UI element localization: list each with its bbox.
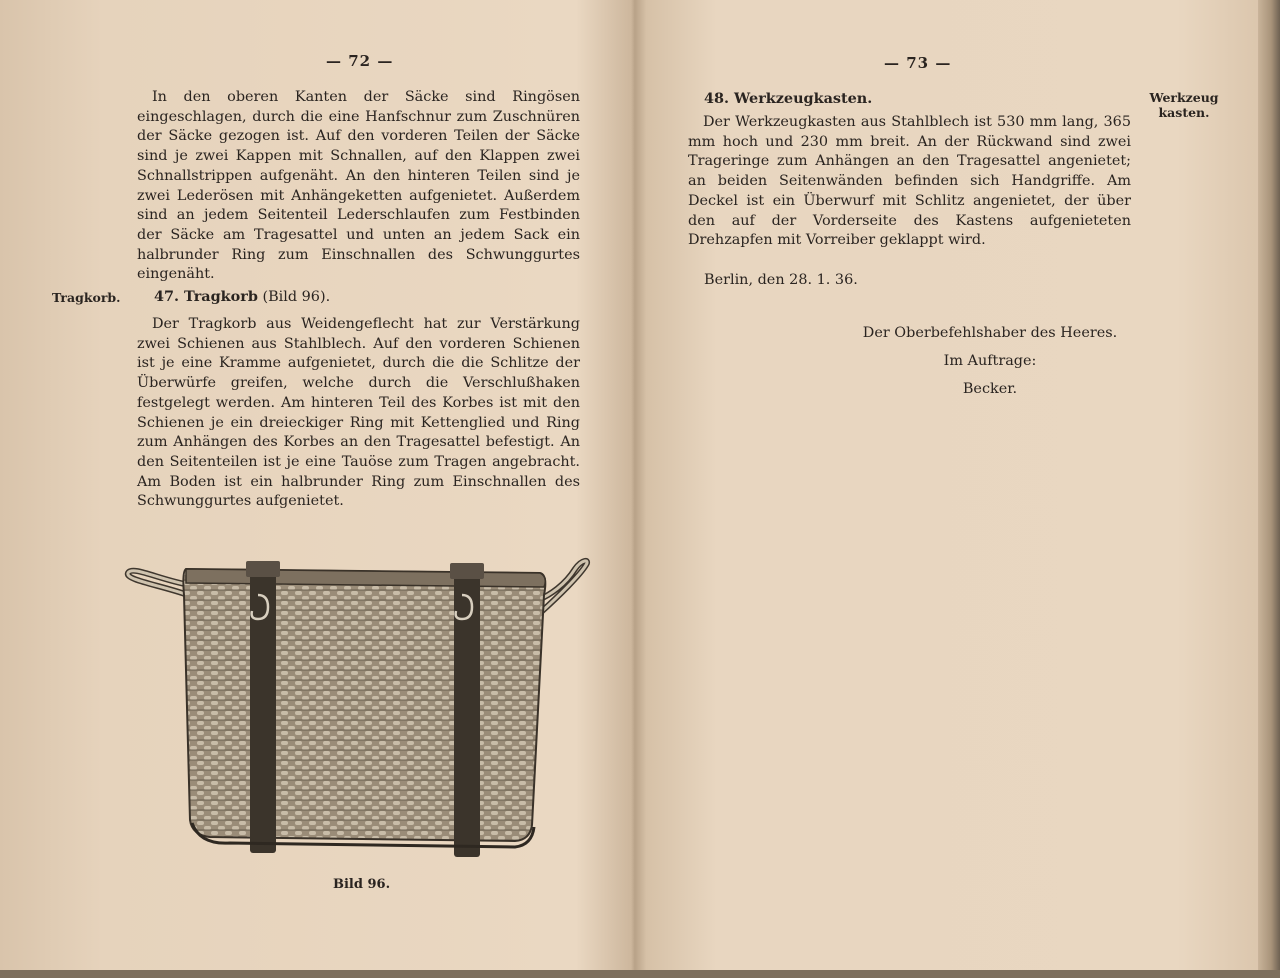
section-heading-47 <box>154 288 330 305</box>
margin-note-werkzeugkasten: Werkzeugkasten. <box>1149 90 1219 120</box>
place-date: Berlin, den 28. 1. 36. <box>704 272 858 288</box>
page-number-left: — 72 — <box>326 52 394 70</box>
right-page <box>636 0 1258 978</box>
paragraph-tragkorb: Der Tragkorb aus Weidengeflecht hat zur Verstärkung zwei Schienen aus Stahlblech. Auf den vorderen Schienen ist je eine Kramme aufgenietet, durch die die Schlitze der Überwürfe greifen, welche durch die Verschlußhaken festgelegt werden. Am hinteren Teil des Korbes ist mit den Schienen je ein dreieckiger Ring mit Kettenglied und Ring zum Anhängen des Korbes an den Tragesattel befestigt. An den Seitenteilen ist je eine Tauöse zum Tragen angebracht. Am Boden ist ein halbrunder Ring zum Einschnallen des Schwunggurtes aufgenietet. <box>137 316 580 510</box>
page-number-right: — 73 — <box>884 54 952 72</box>
paragraph-werkzeugkasten: Der Werkzeugkasten aus Stahlblech ist 530 mm lang, 365 mm hoch und 230 mm breit. An der Rückwand sind zwei Trageringe zum Anhängen an den Tragesattel angenietet; an beiden Seitenwänden befinden sich Handgriffe. Am Deckel ist ein Überwurf mit Schlitz angenietet, der über den auf der Vorderseite des Kastens aufgenieteten Drehzapfen mit Vorreiber geklappt wird. <box>688 114 1131 249</box>
page-edge <box>1258 0 1280 978</box>
signature-line-1: Der Oberbefehlshaber des Heeres. <box>862 325 1118 341</box>
signature-line-2: Im Auftrage: <box>943 353 1037 369</box>
section-heading-48: 48. Werkzeugkasten. <box>704 90 873 107</box>
signature-line-3: Becker. <box>962 381 1018 397</box>
paragraph-saecke: In den oberen Kanten der Säcke sind Ringösen eingeschlagen, durch die eine Hanfschnur zum Zuschnüren der Säcke gezogen ist. Auf den vorderen Teilen der Säcke sind je zwei Kappen mit Schnallen, auf den Klappen zwei Schnallstrippen aufgenäht. An den hinteren Teilen sind je zwei Lederösen mit Anhängeketten aufgenietet. Außerdem sind an jedem Seitenteil Lederschlaufen zum Festbinden der Säcke am Tragesattel und unten an jedem Sack ein halbrunder Ring zum Einschnallen des Schwunggurtes eingenäht. <box>137 89 580 283</box>
section-heading-title: 47. Tragkorb <box>154 288 258 305</box>
left-page <box>0 0 634 978</box>
margin-note-tragkorb: Tragkorb. <box>52 290 121 305</box>
basket-illustration <box>120 555 600 865</box>
figure-caption: Bild 96. <box>333 877 391 892</box>
section-heading-suffix: (Bild 96). <box>257 289 331 305</box>
